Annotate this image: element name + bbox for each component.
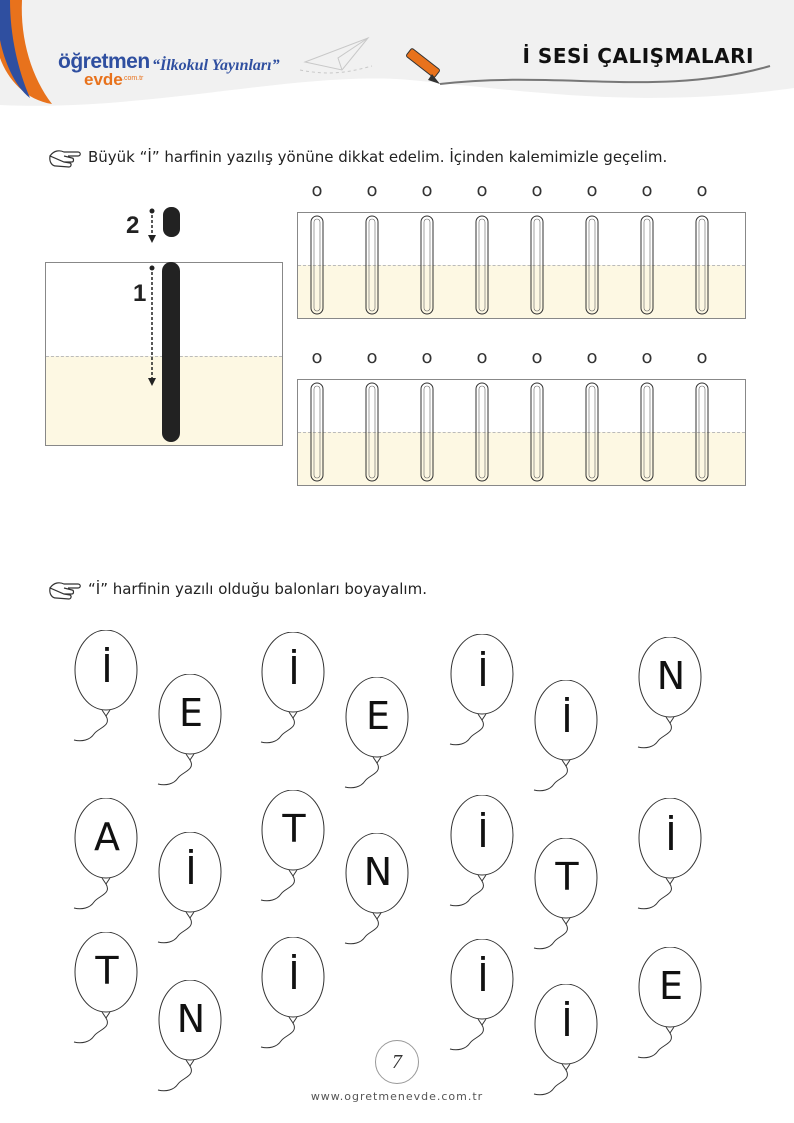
tracing-letter-inner (424, 219, 430, 311)
balloon[interactable] (532, 680, 602, 800)
balloon[interactable] (636, 637, 706, 757)
balloon[interactable] (448, 939, 518, 1059)
dot-marker: o (366, 347, 378, 368)
page-title: İ SESİ ÇALIŞMALARI (522, 44, 754, 68)
tracing-letter-inner (534, 386, 540, 478)
tracing-letter-inner (424, 386, 430, 478)
logo-sub-text: evde (84, 70, 123, 89)
tracing-letter-outline (641, 383, 653, 481)
tracing-letter-outline (421, 383, 433, 481)
balloon[interactable] (532, 838, 602, 958)
instruction-2 (48, 580, 748, 602)
balloon[interactable] (156, 674, 226, 794)
dot-marker: o (531, 180, 543, 201)
logo-domain-text: .com.tr (122, 75, 144, 82)
tracing-letter-outline (531, 216, 543, 314)
balloon[interactable] (343, 833, 413, 953)
tracing-letter-inner (644, 386, 650, 478)
dot-marker: o (586, 347, 598, 368)
balloon[interactable] (636, 798, 706, 918)
balloon-letter: N (656, 654, 686, 698)
publisher-name: “İlkokul Yayınları” (152, 57, 280, 74)
balloon[interactable] (343, 677, 413, 797)
line-stroke-guide (145, 258, 190, 448)
website-url: www.ogretmenevde.com.tr (310, 1090, 484, 1103)
dot-stroke-guide (145, 205, 185, 250)
balloon-letter: İ (477, 956, 489, 1000)
page-number: 7 (375, 1040, 419, 1084)
balloon-letter: E (365, 694, 390, 738)
balloon[interactable] (532, 984, 602, 1104)
balloon[interactable] (156, 980, 226, 1100)
dot-marker: o (421, 180, 433, 201)
publisher-logo (58, 48, 153, 90)
balloon-letter: N (176, 997, 206, 1041)
tracing-letter-inner (589, 386, 595, 478)
balloon[interactable] (448, 634, 518, 754)
tracing-letter-outline (311, 383, 323, 481)
tracing-letter-outline (586, 383, 598, 481)
dot-marker: o (696, 347, 708, 368)
dot-marker: o (476, 180, 488, 201)
instruction-2-text: “İ” harfinin yazılı olduğu balonları boyayalım. (88, 580, 427, 598)
tracing-letter-outline (366, 383, 378, 481)
tracing-letter-outline (696, 216, 708, 314)
balloon-letter: E (178, 691, 203, 735)
balloon-letter: T (282, 807, 306, 851)
balloon-letter: İ (561, 1001, 573, 1045)
balloon-letter: İ (101, 647, 113, 691)
logo-main-text: öğretmen (58, 50, 150, 73)
balloon[interactable] (72, 630, 142, 750)
tracing-letter-inner (369, 386, 375, 478)
dot-marker: o (641, 180, 653, 201)
balloon-letter: İ (288, 649, 300, 693)
tracing-letter-outline (696, 383, 708, 481)
dot-marker: o (311, 180, 323, 201)
dot-marker: o (366, 180, 378, 201)
dot-marker: o (476, 347, 488, 368)
tracing-letter-inner (314, 386, 320, 478)
dot-marker: o (641, 347, 653, 368)
pointing-hand-icon (48, 146, 82, 168)
tracing-letters-row-2 (297, 379, 745, 485)
pointing-hand-icon (48, 578, 82, 600)
balloon[interactable] (636, 947, 706, 1067)
tracing-letter-inner (699, 386, 705, 478)
tracing-letter-inner (479, 219, 485, 311)
balloon-letter: İ (665, 815, 677, 859)
balloon-letter: İ (477, 651, 489, 695)
tracing-letter-inner (589, 219, 595, 311)
dot-marker: o (421, 347, 433, 368)
tracing-letter-outline (531, 383, 543, 481)
step-number-1: 1 (133, 280, 147, 307)
balloon[interactable] (156, 832, 226, 952)
tracing-letter-outline (641, 216, 653, 314)
balloon-letter: N (363, 850, 393, 894)
instruction-1 (48, 148, 748, 170)
dot-marker: o (586, 180, 598, 201)
tracing-letter-outline (586, 216, 598, 314)
balloon-letter: E (658, 964, 683, 1008)
balloon-letter: A (94, 815, 120, 859)
balloon-letter: T (555, 855, 579, 899)
tracing-letter-outline (421, 216, 433, 314)
tracing-letter-inner (644, 219, 650, 311)
balloon[interactable] (448, 795, 518, 915)
balloon[interactable] (259, 632, 329, 752)
tracing-letter-inner (534, 219, 540, 311)
tracing-letters-row-1 (297, 212, 745, 318)
balloon-letter: İ (185, 849, 197, 893)
balloon[interactable] (72, 798, 142, 918)
balloon-letter: İ (477, 812, 489, 856)
tracing-letter-outline (476, 383, 488, 481)
dot-marker: o (311, 347, 323, 368)
step-number-2: 2 (126, 212, 140, 239)
balloon-letter: T (95, 949, 119, 993)
tracing-letter-inner (314, 219, 320, 311)
dot-marker: o (531, 347, 543, 368)
tracing-letter-inner (479, 386, 485, 478)
balloon-letter: İ (561, 697, 573, 741)
balloon[interactable] (72, 932, 142, 1052)
balloon-letter: İ (288, 954, 300, 998)
instruction-1-text: Büyük “İ” harfinin yazılış yönüne dikkat edelim. İçinden kalemimizle geçelim. (88, 148, 668, 166)
tracing-letter-outline (476, 216, 488, 314)
balloon[interactable] (259, 937, 329, 1057)
tracing-letter-outline (366, 216, 378, 314)
dot-marker: o (696, 180, 708, 201)
tracing-letter-outline (311, 216, 323, 314)
tracing-letter-inner (699, 219, 705, 311)
balloon[interactable] (259, 790, 329, 910)
tracing-letter-inner (369, 219, 375, 311)
